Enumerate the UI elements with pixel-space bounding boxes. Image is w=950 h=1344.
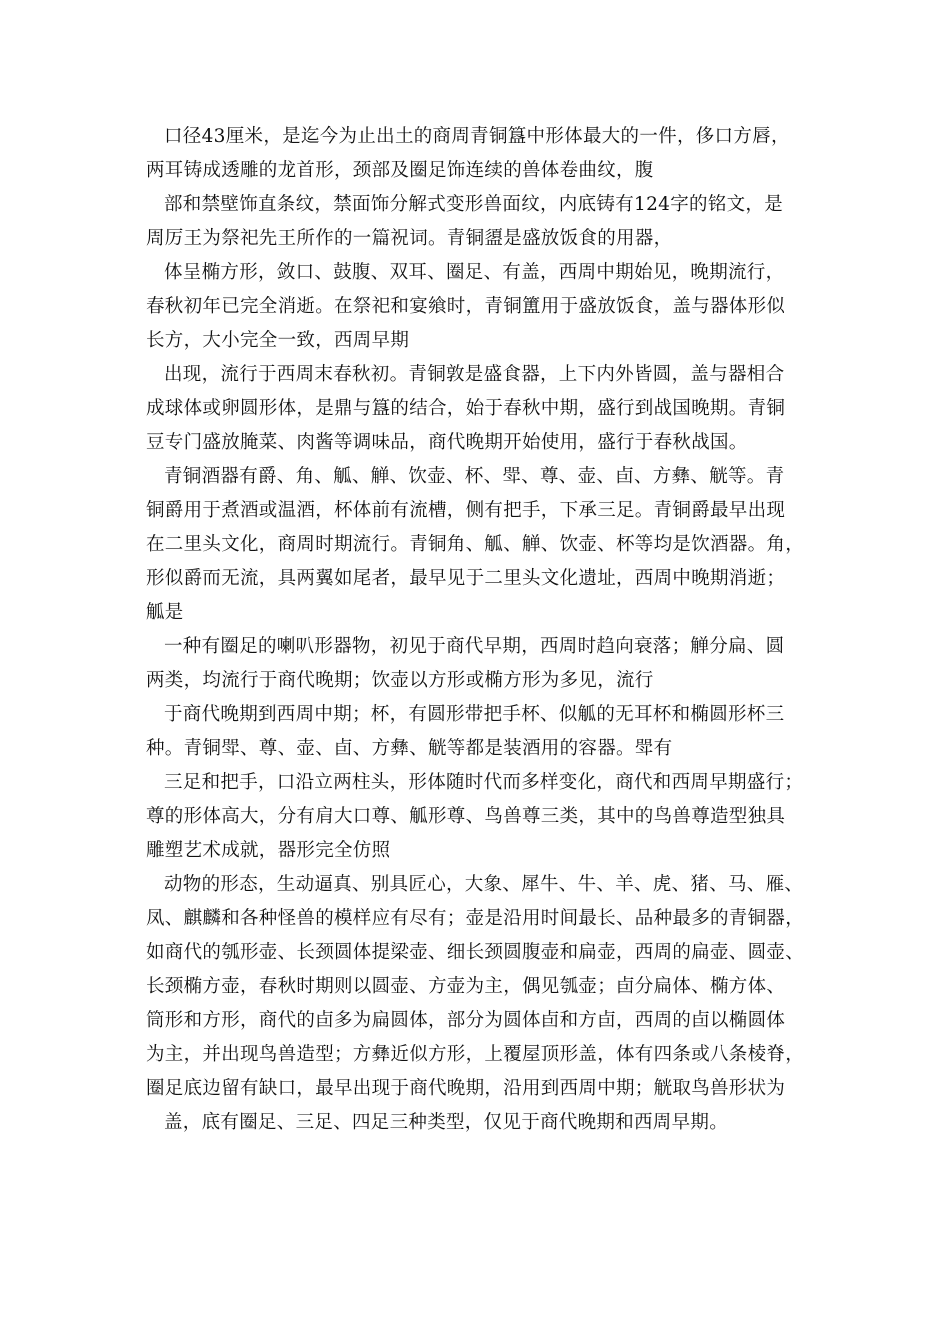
text-line: 于商代晚期到西周中期；杯，有圆形带把手杯、似觚的无耳杯和椭圆形杯三 [164,704,785,725]
text-line: 两类，均流行于商代晚期；饮壶以方形或椭方形为多见，流行 [146,670,654,691]
text-line: 豆专门盛放腌菜、肉酱等调味品，商代晚期开始使用，盛行于春秋战国。 [146,432,748,453]
text-line: 两耳铸成透雕的龙首形，颈部及圈足饰连续的兽体卷曲纹，腹 [146,160,654,181]
text-line: 铜爵用于煮酒或温酒，杯体前有流槽，侧有把手，下承三足。青铜爵最早出现 [146,500,786,521]
text-line: 种。青铜斝、尊、壶、卣、方彝、觥等都是装酒用的容器。斝有 [146,738,673,759]
text-line: 长方，大小完全一致，西周早期 [146,330,410,351]
text-line: 春秋初年已完全消逝。在祭祀和宴飨时，青铜簠用于盛放饭食，盖与器体形似 [146,296,786,317]
text-line: 周厉王为祭祀先王所作的一篇祝词。青铜盨是盛放饭食的用器， [146,228,673,249]
text-line: 为主，并出现鸟兽造型；方彝近似方形，上覆屋顶形盖，体有四条或八条棱脊， [146,1044,805,1065]
text-line: 口径43厘米，是迄今为止出土的商周青铜簋中形体最大的一件，侈口方唇， [164,126,790,147]
text-line: 形似爵而无流，具两翼如尾者，最早见于二里头文化遗址，西周中晚期消逝； [146,568,786,589]
text-line: 觚是 [146,602,184,623]
text-line: 出现，流行于西周末春秋初。青铜敦是盛食器，上下内外皆圆，盖与器相合 [164,364,785,385]
text-line: 凤、麒麟和各种怪兽的模样应有尽有；壶是沿用时间最长、品种最多的青铜器， [146,908,805,929]
text-line: 成球体或卵圆形体，是鼎与簋的结合，始于春秋中期，盛行到战国晚期。青铜 [146,398,786,419]
text-line: 尊的形体高大，分有肩大口尊、觚形尊、鸟兽尊三类，其中的鸟兽尊造型独具 [146,806,786,827]
text-line: 体呈椭方形，敛口、鼓腹、双耳、圈足、有盖，西周中期始见，晚期流行， [164,262,785,283]
body-text [146,120,816,1140]
text-line: 青铜酒器有爵、角、觚、觯、饮壶、杯、斝、尊、壶、卣、方彝、觥等。青 [164,466,785,487]
text-line: 雕塑艺术成就，器形完全仿照 [146,840,391,861]
text-line: 盖，底有圈足、三足、四足三种类型，仅见于商代晚期和西周早期。 [164,1112,729,1133]
text-line: 在二里头文化，商周时期流行。青铜角、觚、觯、饮壶、杯等均是饮酒器。角， [146,534,805,555]
text-line: 三足和把手，口沿立两柱头，形体随时代而多样变化，商代和西周早期盛行； [164,772,804,793]
text-line: 部和禁壁饰直条纹，禁面饰分解式变形兽面纹，内底铸有124字的铭文，是 [164,194,784,215]
text-line: 动物的形态，生动逼真、别具匠心，大象、犀牛、牛、羊、虎、猪、马、雁、 [164,874,804,895]
text-line: 如商代的瓠形壶、长颈圆体提梁壶、细长颈圆腹壶和扁壶，西周的扁壶、圆壶、 [146,942,805,963]
text-line: 筒形和方形，商代的卣多为扁圆体，部分为圆体卣和方卣，西周的卣以椭圆体 [146,1010,786,1031]
text-line: 一种有圈足的喇叭形器物，初见于商代早期，西周时趋向衰落；觯分扁、圆 [164,636,785,657]
text-line: 长颈椭方壶，春秋时期则以圆壶、方壶为主，偶见瓠壶；卣分扁体、椭方体、 [146,976,786,997]
text-line: 圈足底边留有缺口，最早出现于商代晚期，沿用到西周中期；觥取鸟兽形状为 [146,1078,786,1099]
